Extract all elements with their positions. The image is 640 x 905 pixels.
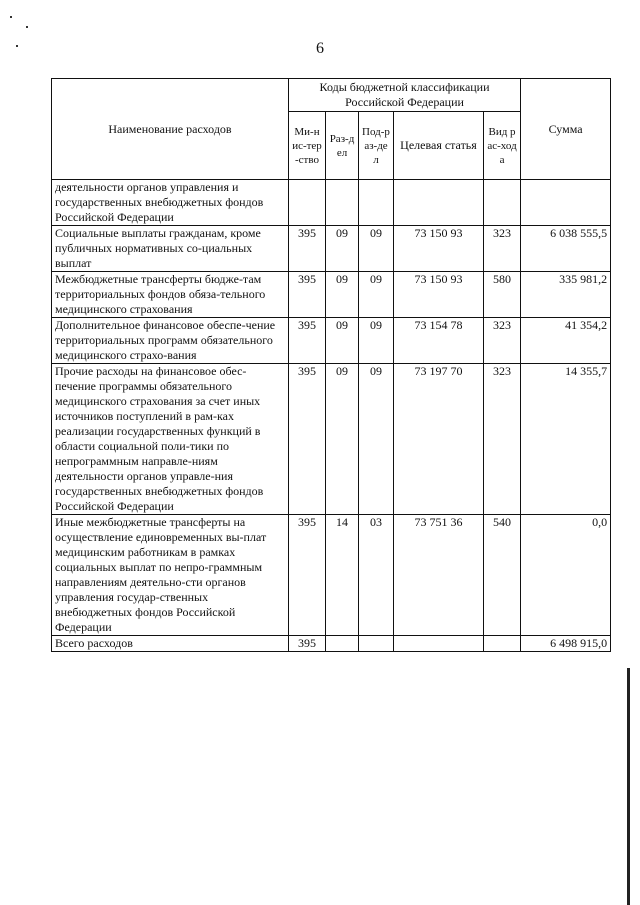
header-section: Раз-дел: [326, 112, 359, 180]
row-name: Социальные выплаты гражданам, кроме публичных нормативных со-циальных выплат: [52, 226, 289, 272]
row-ministry: 395: [289, 318, 326, 364]
row-section: 09: [326, 272, 359, 318]
row-target: 73 154 78: [394, 318, 484, 364]
total-empty-cell: [394, 636, 484, 652]
row-name: Межбюджетные трансферты бюдже-там территориальных фондов обяза-тельного медицинского страхования: [52, 272, 289, 318]
row-type: 580: [484, 272, 521, 318]
table-row: [52, 180, 611, 226]
row-type: 323: [484, 226, 521, 272]
row-sum: 41 354,2: [521, 318, 611, 364]
row-sum: 335 981,2: [521, 272, 611, 318]
scan-speck: [10, 16, 12, 18]
header-codes-group: Коды бюджетной классификации Российской Федерации: [289, 79, 521, 112]
row-ministry: 395: [289, 515, 326, 636]
row-type: 323: [484, 364, 521, 515]
table-row: [52, 272, 611, 318]
row-name: деятельности органов управления и государственных внебюджетных фондов Российской Федерации: [52, 180, 289, 226]
row-subsection: [359, 180, 394, 226]
row-sum: 0,0: [521, 515, 611, 636]
row-section: 14: [326, 515, 359, 636]
row-ministry: [289, 180, 326, 226]
scan-speck: [26, 26, 28, 28]
row-target: 73 197 70: [394, 364, 484, 515]
total-empty-cell: [326, 636, 359, 652]
header-target: Целевая статья: [394, 112, 484, 180]
header-subsection: Под-раз-дел: [359, 112, 394, 180]
total-row: [52, 636, 611, 652]
header-ministry: Ми-нис-тер-ство: [289, 112, 326, 180]
table-row: [52, 226, 611, 272]
row-sum: 14 355,7: [521, 364, 611, 515]
table-row: [52, 515, 611, 636]
header-expense-type: Вид рас-хода: [484, 112, 521, 180]
row-section: 09: [326, 226, 359, 272]
header-row-top: [52, 79, 611, 112]
scan-edge-line: [627, 668, 630, 905]
row-target: [394, 180, 484, 226]
table-row: [52, 318, 611, 364]
row-name: Прочие расходы на финансовое обес-печение программы обязательного медицинского страхования за счет иных источников поступлений в рам-ках реализации государственных функций в области социальной поли-тики по непрограммным направле-ниям деятельности органов управле-ния государственных внебюджетных фондов Российской Федерации: [52, 364, 289, 515]
row-subsection: 09: [359, 318, 394, 364]
row-subsection: 09: [359, 272, 394, 318]
row-ministry: 395: [289, 364, 326, 515]
total-empty-cell: [359, 636, 394, 652]
total-empty-cell: [484, 636, 521, 652]
table-row: [52, 364, 611, 515]
row-sum: [521, 180, 611, 226]
row-ministry: 395: [289, 226, 326, 272]
header-name: Наименование расходов: [52, 79, 289, 180]
row-type: 540: [484, 515, 521, 636]
row-sum: 6 038 555,5: [521, 226, 611, 272]
header-sum: Сумма: [521, 79, 611, 180]
row-type: [484, 180, 521, 226]
expenses-table: [51, 78, 611, 652]
row-ministry: 395: [289, 272, 326, 318]
row-target: 73 150 93: [394, 226, 484, 272]
row-name: Иные межбюджетные трансферты на осуществление единовременных вы-плат медицинским работникам в рамках социальных выплат по непро-граммным направлениям деятельно-сти органов управления государ-ственных внебюджетных фондов Российской Федерации: [52, 515, 289, 636]
total-ministry: 395: [289, 636, 326, 652]
row-subsection: 09: [359, 226, 394, 272]
row-subsection: 09: [359, 364, 394, 515]
total-label: Всего расходов: [52, 636, 289, 652]
row-section: 09: [326, 364, 359, 515]
row-target: 73 150 93: [394, 272, 484, 318]
row-type: 323: [484, 318, 521, 364]
row-section: [326, 180, 359, 226]
page-number: 6: [316, 40, 324, 57]
row-name: Дополнительное финансовое обеспе-чение территориальных программ обязательного медицинского страхо-вания: [52, 318, 289, 364]
row-subsection: 03: [359, 515, 394, 636]
row-target: 73 751 36: [394, 515, 484, 636]
row-section: 09: [326, 318, 359, 364]
total-sum: 6 498 915,0: [521, 636, 611, 652]
